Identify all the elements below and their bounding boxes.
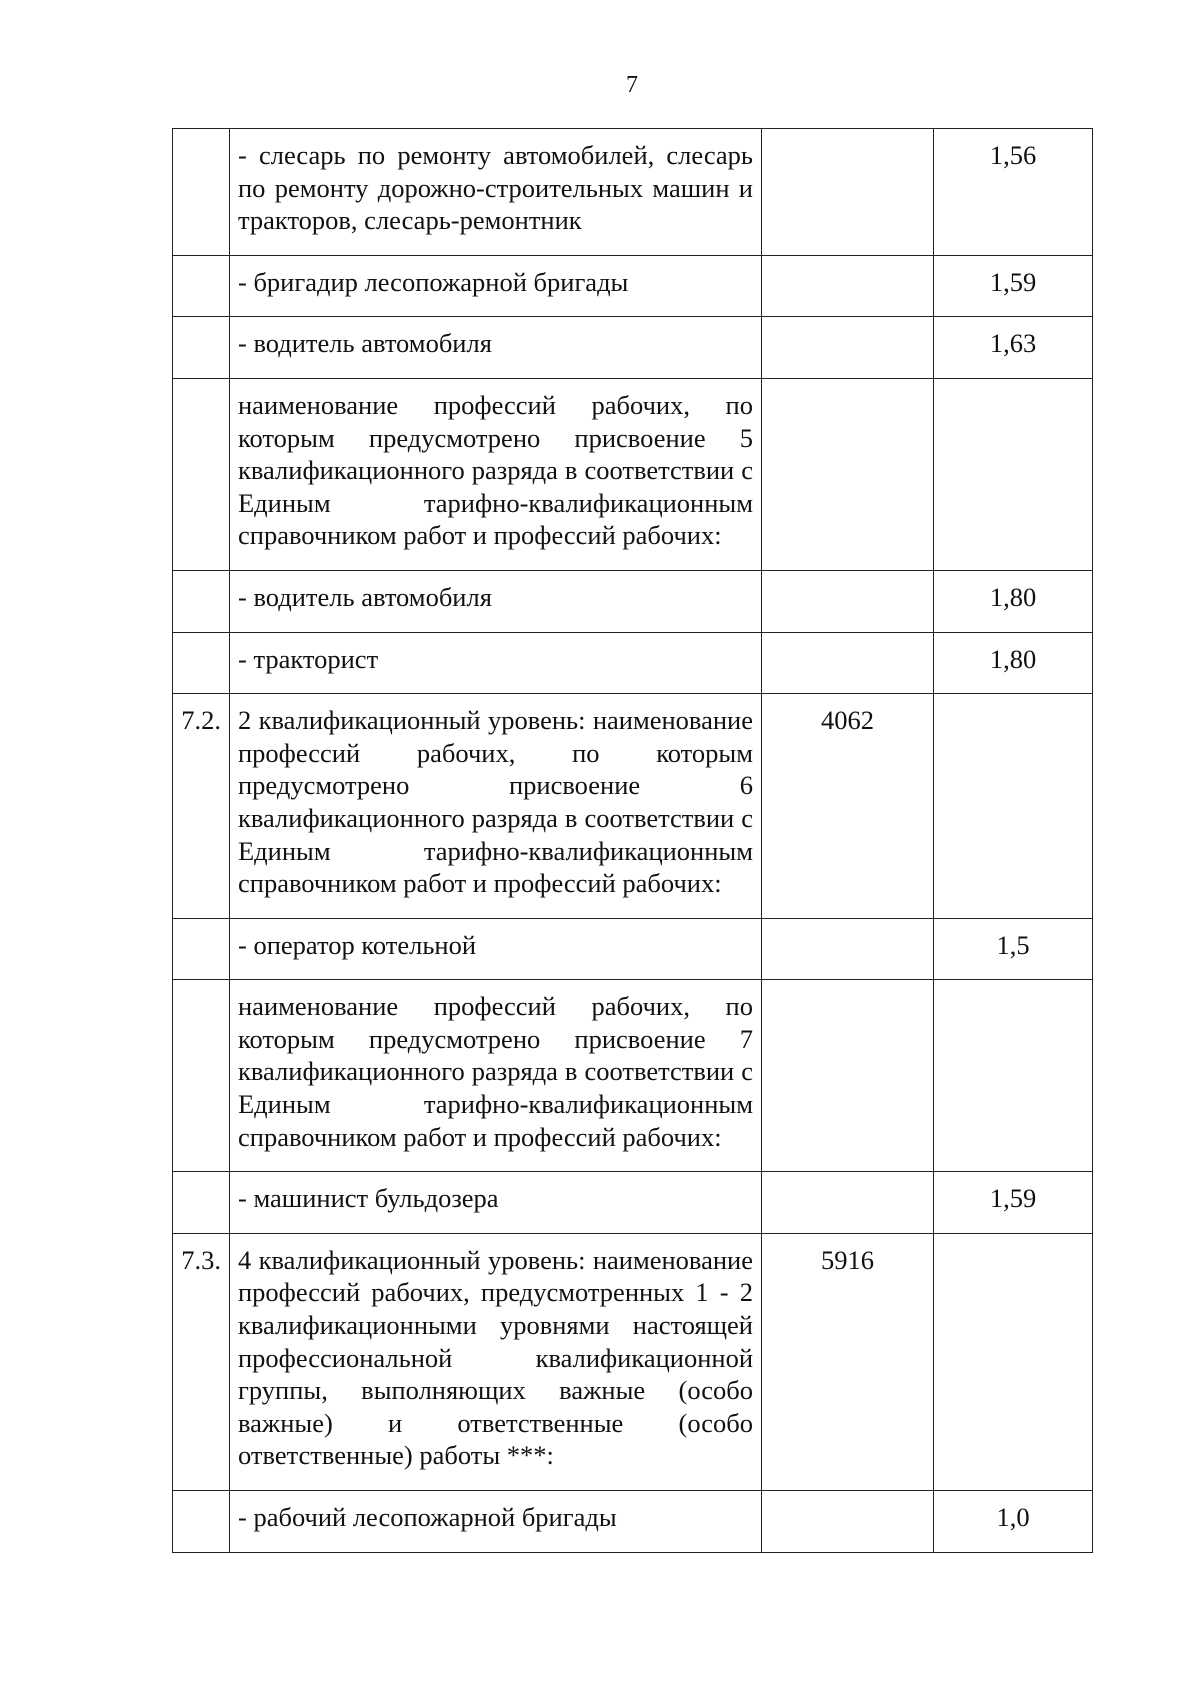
coefficient: 1,5: [934, 918, 1093, 980]
coefficient: [934, 378, 1093, 570]
table-row: [173, 980, 1093, 1172]
table-row: [173, 255, 1093, 317]
profession-text: 4 квалификационный уровень: наименование профессий рабочих, предусмотренных 1 - 2 квалификационными уровнями настоящей профессиональной квалификационной группы, выполняющих важные (особо важные) и ответственные (особо ответственные) работы ***:: [230, 1233, 762, 1490]
coefficient: 1,56: [934, 129, 1093, 256]
coefficient: [934, 1233, 1093, 1490]
profession-text: - водитель автомобиля: [230, 317, 762, 379]
table-row: [173, 918, 1093, 980]
coefficient: [934, 694, 1093, 919]
coefficient: [934, 980, 1093, 1172]
base-salary: [762, 317, 934, 379]
base-salary: [762, 1172, 934, 1234]
coefficient: 1,80: [934, 632, 1093, 694]
table-row: [173, 129, 1093, 256]
base-salary: 4062: [762, 694, 934, 919]
profession-text: наименование профессий рабочих, по которым предусмотрено присвоение 5 квалификационного разряда в соответствии с Единым тарифно-квалификационным справочником работ и профессий рабочих:: [230, 378, 762, 570]
row-number: [173, 918, 230, 980]
table-row: [173, 1172, 1093, 1234]
profession-text: наименование профессий рабочих, по которым предусмотрено присвоение 7 квалификационного разряда в соответствии с Единым тарифно-квалификационным справочником работ и профессий рабочих:: [230, 980, 762, 1172]
base-salary: [762, 570, 934, 632]
base-salary: [762, 632, 934, 694]
table-row: [173, 694, 1093, 919]
page-number: 7: [626, 72, 638, 98]
row-number: [173, 1491, 230, 1553]
profession-text: 2 квалификационный уровень: наименование профессий рабочих, по которым предусмотрено присвоение 6 квалификационного разряда в соответствии с Единым тарифно-квалификационным справочником работ и профессий рабочих:: [230, 694, 762, 919]
base-salary: [762, 255, 934, 317]
row-number: [173, 1172, 230, 1234]
row-number: [173, 378, 230, 570]
base-salary: [762, 918, 934, 980]
table-row: [173, 570, 1093, 632]
row-number: 7.2.: [173, 694, 230, 919]
row-number: [173, 255, 230, 317]
salary-table: [172, 128, 1093, 1553]
row-number: [173, 129, 230, 256]
coefficient: 1,0: [934, 1491, 1093, 1553]
profession-text: - слесарь по ремонту автомобилей, слесарь по ремонту дорожно-строительных машин и тракторов, слесарь-ремонтник: [230, 129, 762, 256]
base-salary: [762, 378, 934, 570]
profession-text: - бригадир лесопожарной бригады: [230, 255, 762, 317]
profession-text: - оператор котельной: [230, 918, 762, 980]
base-salary: 5916: [762, 1233, 934, 1490]
row-number: [173, 980, 230, 1172]
row-number: [173, 317, 230, 379]
table-row: [173, 1491, 1093, 1553]
profession-text: - машинист бульдозера: [230, 1172, 762, 1234]
base-salary: [762, 1491, 934, 1553]
profession-text: - рабочий лесопожарной бригады: [230, 1491, 762, 1553]
coefficient: 1,63: [934, 317, 1093, 379]
coefficient: 1,59: [934, 255, 1093, 317]
table-row: [173, 317, 1093, 379]
base-salary: [762, 980, 934, 1172]
coefficient: 1,59: [934, 1172, 1093, 1234]
base-salary: [762, 129, 934, 256]
row-number: [173, 632, 230, 694]
row-number: [173, 570, 230, 632]
profession-text: - тракторист: [230, 632, 762, 694]
table-row: [173, 632, 1093, 694]
table-row: [173, 378, 1093, 570]
table-row: [173, 1233, 1093, 1490]
row-number: 7.3.: [173, 1233, 230, 1490]
profession-text: - водитель автомобиля: [230, 570, 762, 632]
coefficient: 1,80: [934, 570, 1093, 632]
